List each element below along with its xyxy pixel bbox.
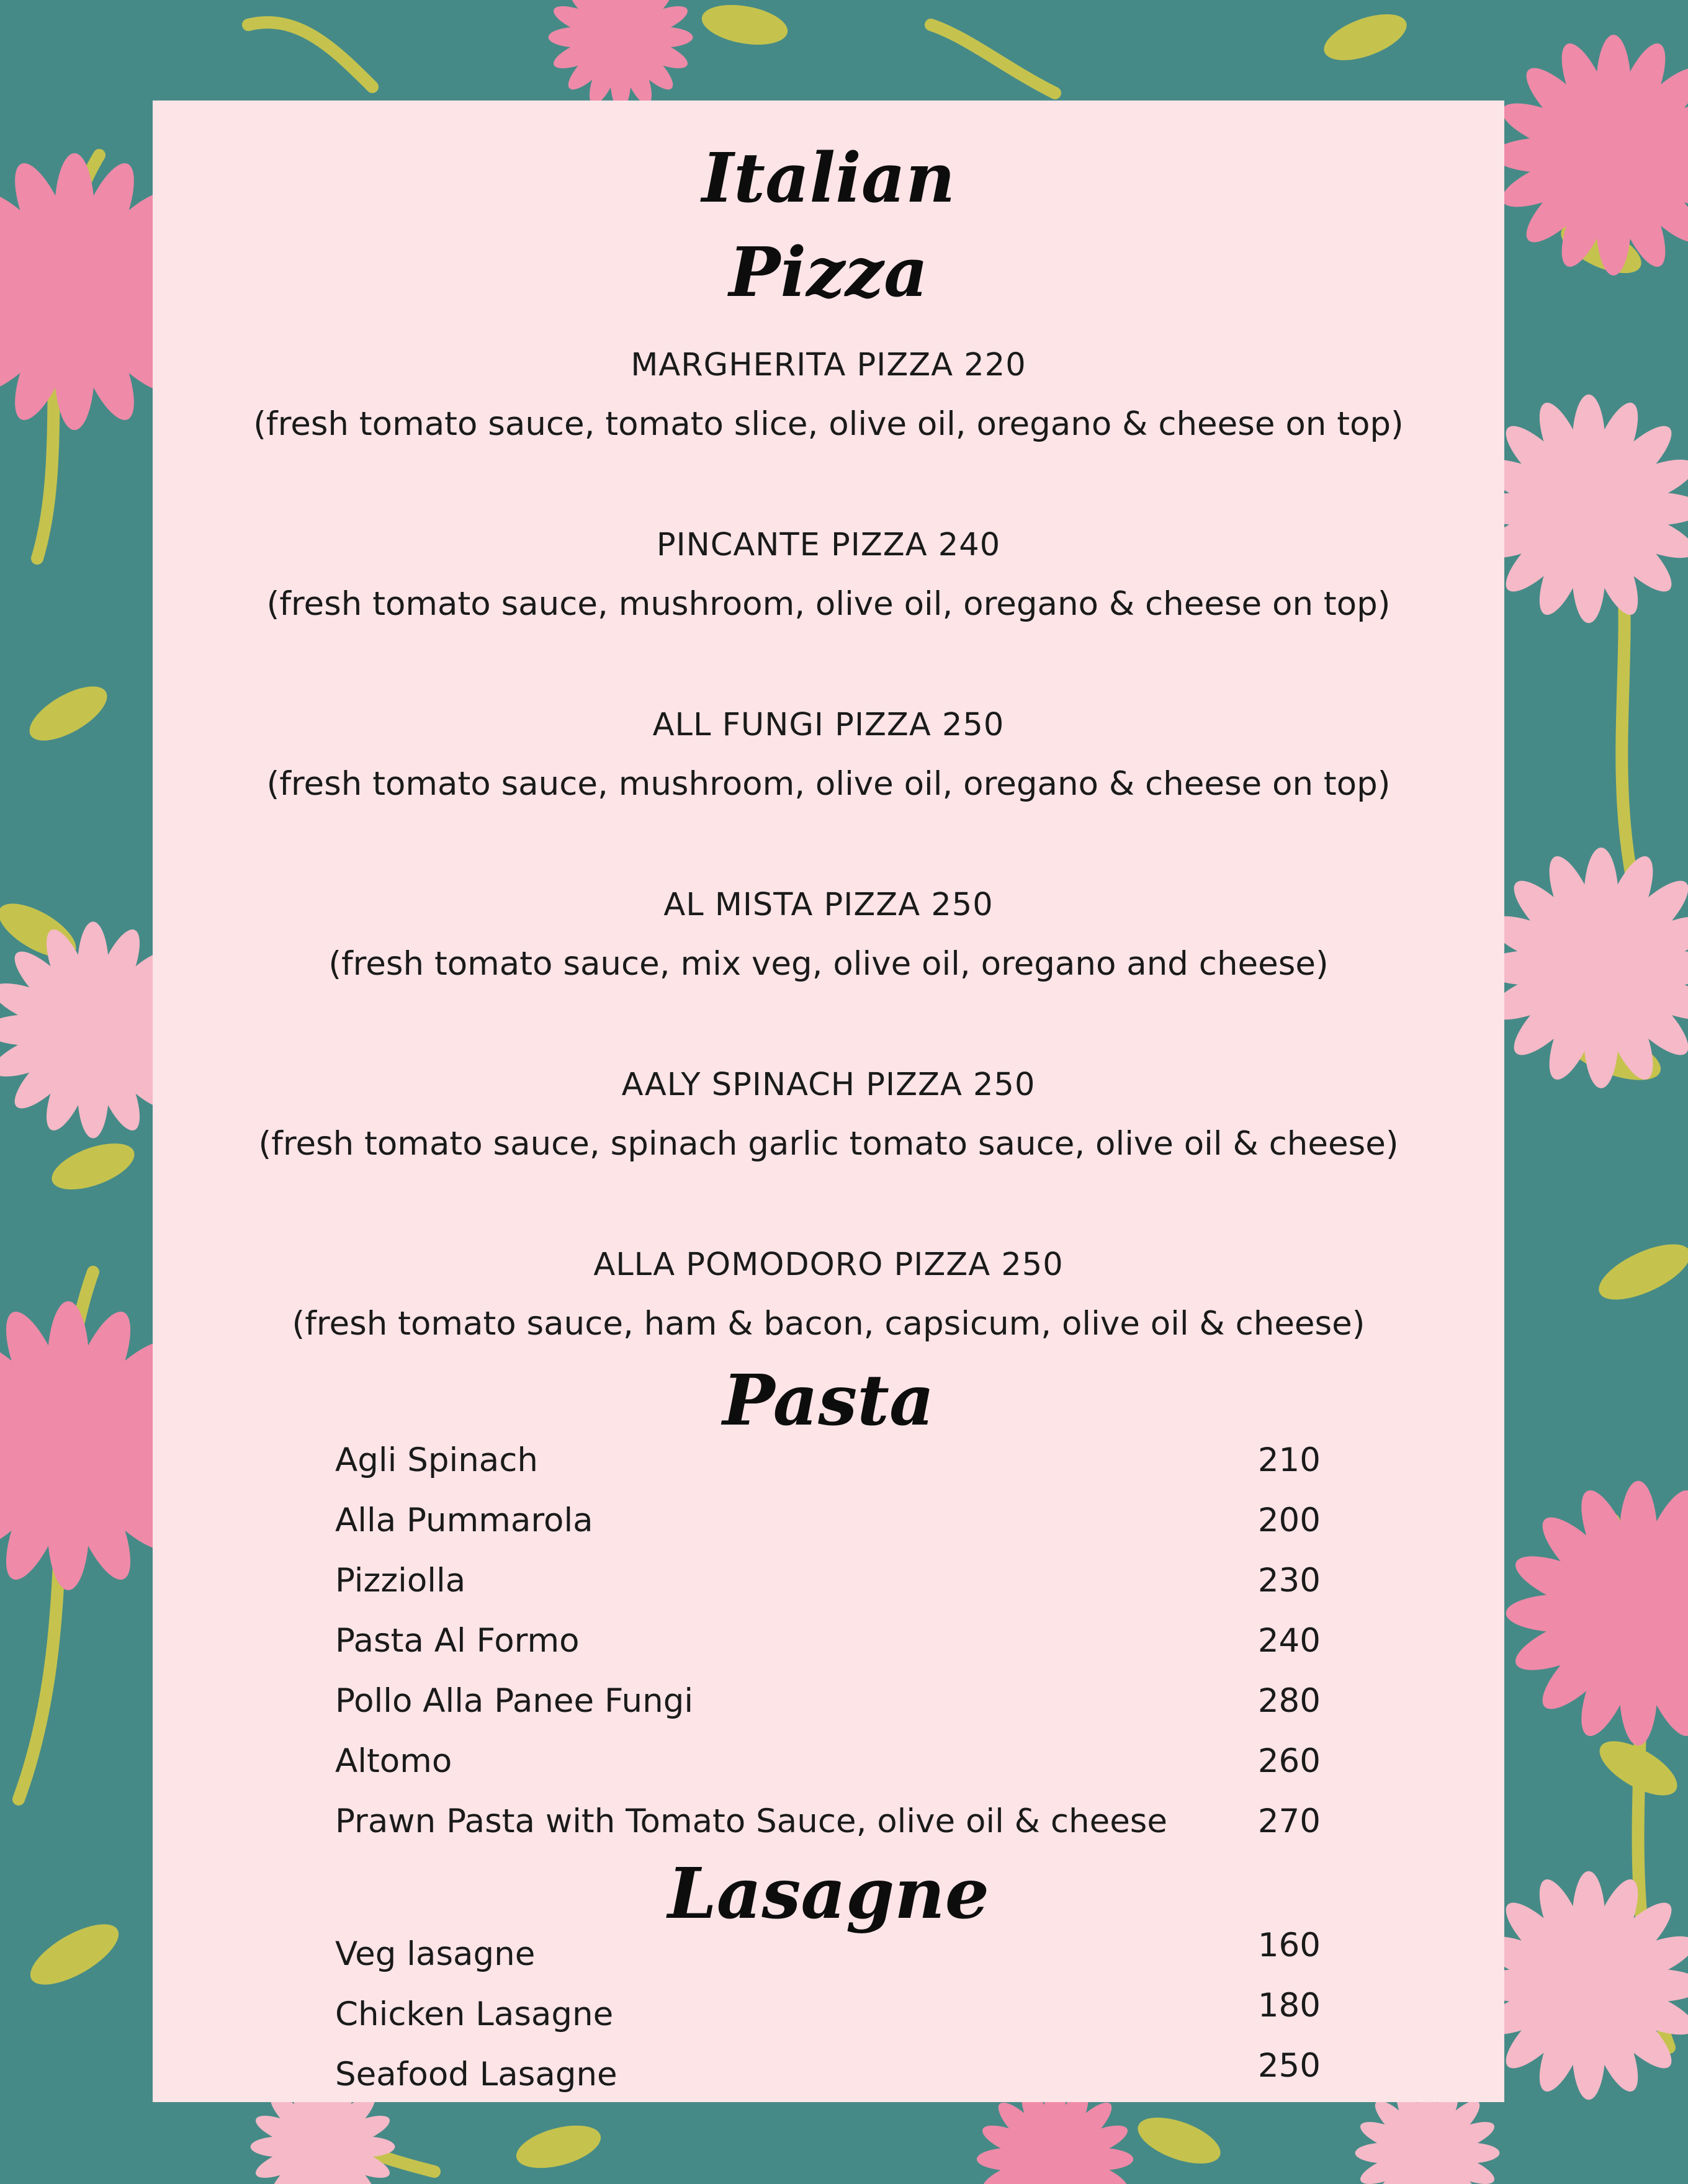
- lasagne-item-name: Seafood Lasagne: [335, 2056, 617, 2093]
- pasta-item-price: 230: [1257, 1562, 1321, 1600]
- lasagne-item-price: 160: [1257, 1927, 1321, 1964]
- pasta-item-price: 280: [1257, 1682, 1321, 1720]
- pizza-item-description: (fresh tomato sauce, ham & bacon, capsicum, olive oil & cheese): [292, 1305, 1365, 1343]
- pasta-item-price: 210: [1257, 1441, 1321, 1479]
- pizza-item-description: (fresh tomato sauce, mix veg, olive oil, oregano and cheese): [328, 945, 1329, 983]
- menu-title-line2: Pizza: [729, 232, 928, 312]
- menu-title-line1: Italian: [701, 138, 956, 218]
- pasta-item-name: Agli Spinach: [335, 1441, 539, 1479]
- pizza-item-description: (fresh tomato sauce, mushroom, olive oil, oregano & cheese on top): [266, 765, 1391, 803]
- lasagne-item-price: 250: [1257, 2047, 1321, 2085]
- menu-card: [153, 101, 1504, 2102]
- pizza-item-name: AALY SPINACH PIZZA 250: [621, 1067, 1036, 1103]
- pasta-item-name: Prawn Pasta with Tomato Sauce, olive oil & cheese: [335, 1802, 1168, 1840]
- pasta-item-price: 200: [1257, 1502, 1321, 1539]
- pasta-item-name: Pasta Al Formo: [335, 1622, 580, 1660]
- lasagne-item-price: 180: [1257, 1987, 1321, 2025]
- pasta-item-name: Altomo: [335, 1742, 452, 1780]
- pizza-item-name: MARGHERITA PIZZA 220: [631, 347, 1026, 383]
- lasagne-item-name: Chicken Lasagne: [335, 1995, 614, 2033]
- pizza-item-name: AL MISTA PIZZA 250: [663, 887, 994, 923]
- pizza-item-name: ALLA POMODORO PIZZA 250: [593, 1246, 1064, 1283]
- lasagne-heading: Lasagne: [668, 1853, 989, 1935]
- pasta-heading: Pasta: [722, 1360, 935, 1441]
- pasta-item-price: 270: [1257, 1802, 1321, 1840]
- pizza-item-name: ALL FUNGI PIZZA 250: [652, 707, 1005, 743]
- pizza-item-description: (fresh tomato sauce, mushroom, olive oil, oregano & cheese on top): [266, 585, 1391, 623]
- pizza-item-description: (fresh tomato sauce, tomato slice, olive oil, oregano & cheese on top): [253, 405, 1404, 443]
- pizza-item-name: PINCANTE PIZZA 240: [656, 527, 1001, 563]
- lasagne-item-name: Veg lasagne: [335, 1935, 536, 1973]
- pasta-item-name: Pollo Alla Panee Fungi: [335, 1682, 694, 1720]
- pasta-item-price: 260: [1257, 1742, 1321, 1780]
- pasta-item-name: Pizziolla: [335, 1562, 466, 1600]
- pasta-item-price: 240: [1257, 1622, 1321, 1660]
- pasta-item-name: Alla Pummarola: [335, 1502, 593, 1539]
- pizza-item-description: (fresh tomato sauce, spinach garlic tomato sauce, olive oil & cheese): [258, 1125, 1399, 1163]
